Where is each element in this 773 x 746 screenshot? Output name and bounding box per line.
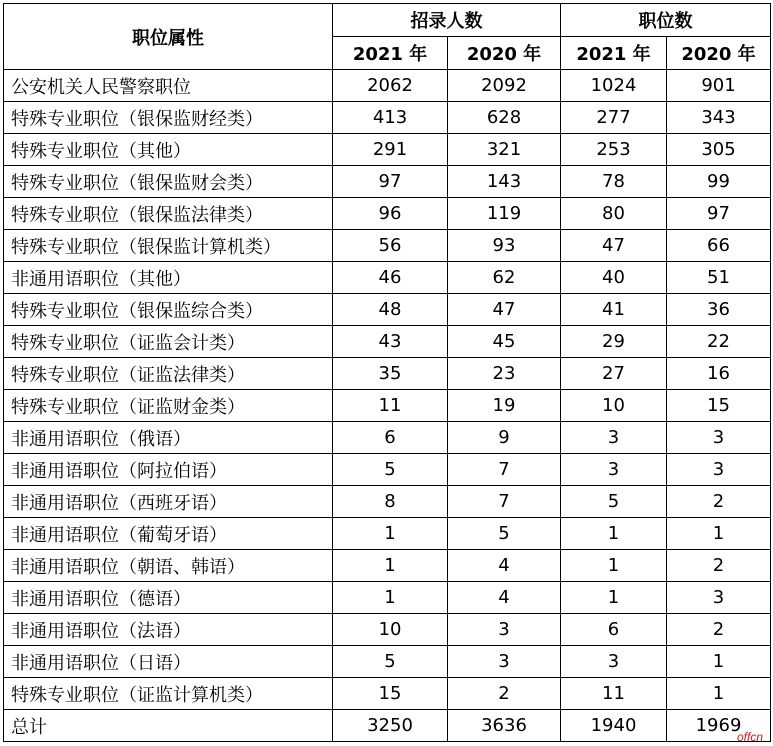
row-name-cell: 特殊专业职位（证监会计类） bbox=[4, 326, 333, 358]
positions-2020-cell: 901 bbox=[667, 70, 771, 102]
recruitment-table bbox=[3, 3, 771, 742]
table-row bbox=[4, 678, 771, 710]
table-row bbox=[4, 358, 771, 390]
positions-2021-cell: 3 bbox=[561, 646, 667, 678]
positions-2020-cell: 15 bbox=[667, 390, 771, 422]
recruit-2020-cell: 47 bbox=[448, 294, 561, 326]
positions-2020-cell: 343 bbox=[667, 102, 771, 134]
row-name-cell: 特殊专业职位（证监法律类） bbox=[4, 358, 333, 390]
table-body bbox=[4, 70, 771, 742]
header-positions-2020: 2020 年 bbox=[667, 37, 771, 70]
positions-2020-cell: 1 bbox=[667, 646, 771, 678]
positions-2021-cell: 29 bbox=[561, 326, 667, 358]
positions-2020-cell: 3 bbox=[667, 582, 771, 614]
recruit-2021-cell: 56 bbox=[333, 230, 448, 262]
recruit-2021-cell: 1 bbox=[333, 550, 448, 582]
recruit-2020-cell: 3 bbox=[448, 646, 561, 678]
recruit-2020-cell: 5 bbox=[448, 518, 561, 550]
recruit-2020-cell: 3636 bbox=[448, 710, 561, 742]
header-positions-2021: 2021 年 bbox=[561, 37, 667, 70]
row-name-cell: 非通用语职位（西班牙语） bbox=[4, 486, 333, 518]
positions-2021-cell: 253 bbox=[561, 134, 667, 166]
recruit-2021-cell: 3250 bbox=[333, 710, 448, 742]
recruit-2020-cell: 628 bbox=[448, 102, 561, 134]
recruit-2020-cell: 2 bbox=[448, 678, 561, 710]
table-row bbox=[4, 70, 771, 102]
recruit-2021-cell: 97 bbox=[333, 166, 448, 198]
recruit-2020-cell: 9 bbox=[448, 422, 561, 454]
recruit-2021-cell: 5 bbox=[333, 646, 448, 678]
row-name-cell: 特殊专业职位（其他） bbox=[4, 134, 333, 166]
positions-2020-cell: 51 bbox=[667, 262, 771, 294]
positions-2021-cell: 1940 bbox=[561, 710, 667, 742]
table-row bbox=[4, 582, 771, 614]
positions-2021-cell: 10 bbox=[561, 390, 667, 422]
positions-2020-cell: 1 bbox=[667, 678, 771, 710]
recruit-2020-cell: 19 bbox=[448, 390, 561, 422]
positions-2020-cell: 3 bbox=[667, 454, 771, 486]
row-name-cell: 总计 bbox=[4, 710, 333, 742]
positions-2020-cell: 99 bbox=[667, 166, 771, 198]
recruit-2021-cell: 1 bbox=[333, 582, 448, 614]
recruit-2021-cell: 291 bbox=[333, 134, 448, 166]
table-row bbox=[4, 166, 771, 198]
recruit-2021-cell: 6 bbox=[333, 422, 448, 454]
header-position-count: 职位数 bbox=[561, 4, 771, 37]
recruit-2020-cell: 2092 bbox=[448, 70, 561, 102]
table-row bbox=[4, 486, 771, 518]
positions-2020-cell: 2 bbox=[667, 550, 771, 582]
row-name-cell: 特殊专业职位（银保监法律类） bbox=[4, 198, 333, 230]
table-row bbox=[4, 422, 771, 454]
row-name-cell: 非通用语职位（法语） bbox=[4, 614, 333, 646]
positions-2020-cell: 2 bbox=[667, 614, 771, 646]
positions-2021-cell: 1024 bbox=[561, 70, 667, 102]
recruit-2021-cell: 96 bbox=[333, 198, 448, 230]
table-row bbox=[4, 134, 771, 166]
row-name-cell: 特殊专业职位（银保监财会类） bbox=[4, 166, 333, 198]
positions-2021-cell: 41 bbox=[561, 294, 667, 326]
recruit-2020-cell: 4 bbox=[448, 550, 561, 582]
recruit-2021-cell: 5 bbox=[333, 454, 448, 486]
recruit-2021-cell: 2062 bbox=[333, 70, 448, 102]
watermark-logo: offcn bbox=[736, 730, 763, 744]
recruit-2021-cell: 8 bbox=[333, 486, 448, 518]
row-name-cell: 特殊专业职位（银保监财经类） bbox=[4, 102, 333, 134]
table-row bbox=[4, 102, 771, 134]
recruit-2020-cell: 7 bbox=[448, 486, 561, 518]
row-name-cell: 公安机关人民警察职位 bbox=[4, 70, 333, 102]
table-row bbox=[4, 262, 771, 294]
positions-2020-cell: 66 bbox=[667, 230, 771, 262]
positions-2021-cell: 47 bbox=[561, 230, 667, 262]
positions-2020-cell: 1969 bbox=[667, 710, 771, 742]
positions-2021-cell: 78 bbox=[561, 166, 667, 198]
row-name-cell: 特殊专业职位（证监计算机类） bbox=[4, 678, 333, 710]
recruit-2020-cell: 321 bbox=[448, 134, 561, 166]
total-row bbox=[4, 710, 771, 742]
header-recruit-count: 招录人数 bbox=[333, 4, 561, 37]
positions-2021-cell: 1 bbox=[561, 518, 667, 550]
recruit-2021-cell: 10 bbox=[333, 614, 448, 646]
recruit-2020-cell: 4 bbox=[448, 582, 561, 614]
row-name-cell: 特殊专业职位（证监财金类） bbox=[4, 390, 333, 422]
recruit-2021-cell: 35 bbox=[333, 358, 448, 390]
row-name-cell: 非通用语职位（其他） bbox=[4, 262, 333, 294]
row-name-cell: 特殊专业职位（银保监综合类） bbox=[4, 294, 333, 326]
positions-2020-cell: 3 bbox=[667, 422, 771, 454]
recruit-2020-cell: 23 bbox=[448, 358, 561, 390]
positions-2021-cell: 277 bbox=[561, 102, 667, 134]
table-row bbox=[4, 230, 771, 262]
table-row bbox=[4, 646, 771, 678]
positions-2021-cell: 1 bbox=[561, 582, 667, 614]
positions-2020-cell: 22 bbox=[667, 326, 771, 358]
table-row bbox=[4, 550, 771, 582]
row-name-cell: 非通用语职位（德语） bbox=[4, 582, 333, 614]
positions-2020-cell: 2 bbox=[667, 486, 771, 518]
row-name-cell: 非通用语职位（俄语） bbox=[4, 422, 333, 454]
positions-2020-cell: 36 bbox=[667, 294, 771, 326]
table-row bbox=[4, 518, 771, 550]
recruit-2021-cell: 43 bbox=[333, 326, 448, 358]
header-recruit-2020: 2020 年 bbox=[448, 37, 561, 70]
recruit-2020-cell: 93 bbox=[448, 230, 561, 262]
recruit-2021-cell: 48 bbox=[333, 294, 448, 326]
table-row bbox=[4, 294, 771, 326]
positions-2020-cell: 97 bbox=[667, 198, 771, 230]
recruit-2021-cell: 15 bbox=[333, 678, 448, 710]
positions-2021-cell: 1 bbox=[561, 550, 667, 582]
positions-2021-cell: 11 bbox=[561, 678, 667, 710]
recruit-2020-cell: 45 bbox=[448, 326, 561, 358]
recruit-2020-cell: 143 bbox=[448, 166, 561, 198]
row-name-cell: 特殊专业职位（银保监计算机类） bbox=[4, 230, 333, 262]
recruit-2020-cell: 3 bbox=[448, 614, 561, 646]
row-name-cell: 非通用语职位（葡萄牙语） bbox=[4, 518, 333, 550]
positions-2021-cell: 6 bbox=[561, 614, 667, 646]
header-attribute: 职位属性 bbox=[4, 4, 333, 70]
table-row bbox=[4, 326, 771, 358]
recruit-2020-cell: 7 bbox=[448, 454, 561, 486]
row-name-cell: 非通用语职位（日语） bbox=[4, 646, 333, 678]
positions-2021-cell: 3 bbox=[561, 454, 667, 486]
row-name-cell: 非通用语职位（朝语、韩语） bbox=[4, 550, 333, 582]
recruit-2020-cell: 62 bbox=[448, 262, 561, 294]
positions-2021-cell: 5 bbox=[561, 486, 667, 518]
recruit-2021-cell: 1 bbox=[333, 518, 448, 550]
recruit-2021-cell: 46 bbox=[333, 262, 448, 294]
positions-2021-cell: 80 bbox=[561, 198, 667, 230]
positions-2021-cell: 40 bbox=[561, 262, 667, 294]
recruit-2021-cell: 413 bbox=[333, 102, 448, 134]
table-row bbox=[4, 198, 771, 230]
positions-2020-cell: 305 bbox=[667, 134, 771, 166]
table-row bbox=[4, 454, 771, 486]
row-name-cell: 非通用语职位（阿拉伯语） bbox=[4, 454, 333, 486]
positions-2020-cell: 1 bbox=[667, 518, 771, 550]
recruit-2021-cell: 11 bbox=[333, 390, 448, 422]
positions-2020-cell: 16 bbox=[667, 358, 771, 390]
positions-2021-cell: 3 bbox=[561, 422, 667, 454]
table-row bbox=[4, 390, 771, 422]
positions-2021-cell: 27 bbox=[561, 358, 667, 390]
table-row bbox=[4, 614, 771, 646]
header-row-1 bbox=[4, 4, 771, 37]
recruit-2020-cell: 119 bbox=[448, 198, 561, 230]
header-recruit-2021: 2021 年 bbox=[333, 37, 448, 70]
